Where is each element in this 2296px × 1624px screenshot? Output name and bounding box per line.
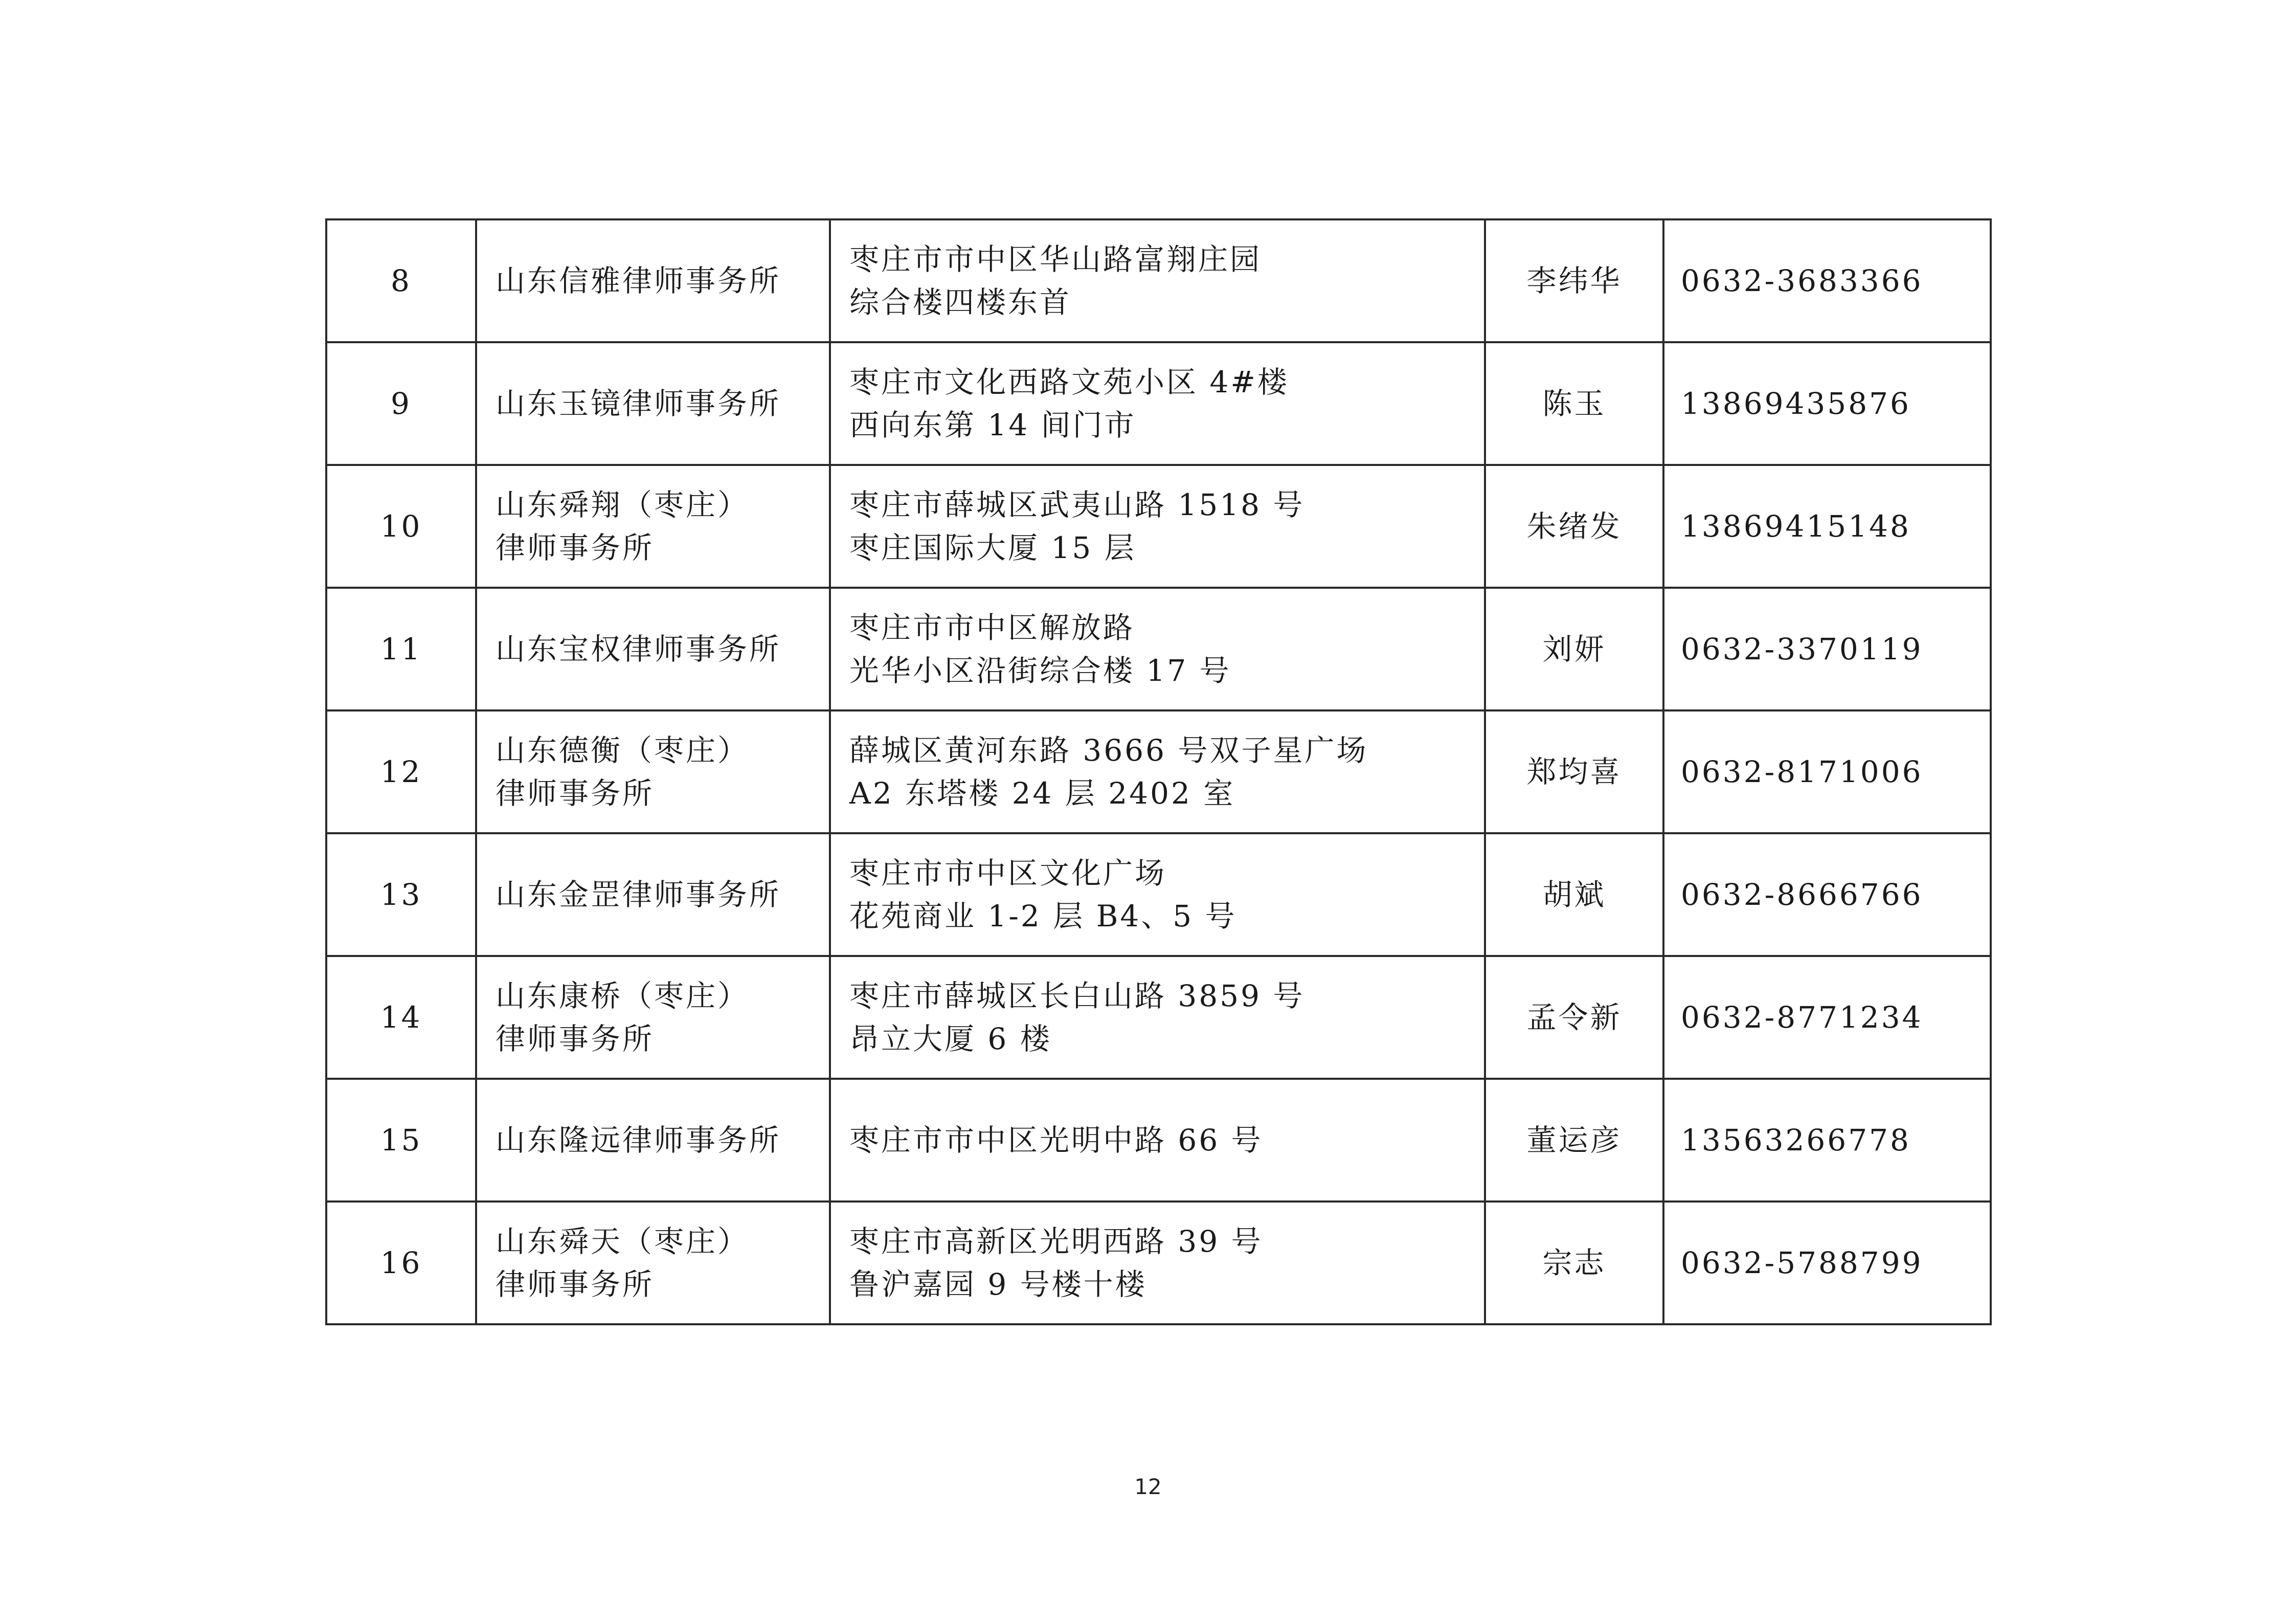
address-line: 光华小区沿街综合楼 17 号 xyxy=(849,653,1231,688)
firm-name-line: 律师事务所 xyxy=(496,1021,655,1056)
table-row xyxy=(326,588,1991,710)
table-row xyxy=(326,956,1991,1079)
contact-person-cell: 刘妍 xyxy=(1485,588,1663,710)
address-line: 枣庄市市中区解放路 xyxy=(849,610,1135,645)
law-firm-table-body xyxy=(326,219,1991,1324)
contact-person-cell: 陈玉 xyxy=(1485,342,1663,465)
firm-name-line: 律师事务所 xyxy=(496,530,655,565)
firm-name-cell xyxy=(476,588,830,710)
firm-name-cell xyxy=(476,465,830,588)
phone-cell: 0632-8666766 xyxy=(1663,833,1991,956)
row-number-cell: 12 xyxy=(326,710,476,833)
address-line: 枣庄市文化西路文苑小区 4#楼 xyxy=(849,365,1289,399)
address-line: 综合楼四楼东首 xyxy=(849,285,1072,320)
firm-name-cell xyxy=(476,342,830,465)
address-line: 西向东第 14 间门市 xyxy=(849,408,1136,442)
row-number-cell: 9 xyxy=(326,342,476,465)
firm-name-line: 山东隆远律师事务所 xyxy=(496,1123,781,1158)
contact-person-cell: 郑均喜 xyxy=(1485,710,1663,833)
address-cell xyxy=(830,1079,1485,1202)
row-number-cell: 10 xyxy=(326,465,476,588)
address-cell xyxy=(830,342,1485,465)
address-cell xyxy=(830,588,1485,710)
firm-name-cell xyxy=(476,833,830,956)
firm-name-line: 山东德衡（枣庄） xyxy=(496,733,750,768)
phone-cell: 13869415148 xyxy=(1663,465,1991,588)
phone-cell: 0632-8771234 xyxy=(1663,956,1991,1079)
row-number-cell: 15 xyxy=(326,1079,476,1202)
address-line: 薛城区黄河东路 3666 号双子星广场 xyxy=(849,733,1368,768)
address-line: 昂立大厦 6 楼 xyxy=(849,1021,1052,1056)
firm-name-line: 山东康桥（枣庄） xyxy=(496,978,750,1013)
phone-cell: 0632-3683366 xyxy=(1663,219,1991,342)
firm-name-cell xyxy=(476,219,830,342)
contact-person-cell: 孟令新 xyxy=(1485,956,1663,1079)
address-cell xyxy=(830,465,1485,588)
address-line: 枣庄市薛城区长白山路 3859 号 xyxy=(849,978,1305,1013)
address-line: 鲁沪嘉园 9 号楼十楼 xyxy=(849,1267,1147,1302)
address-line: 枣庄市市中区华山路富翔庄园 xyxy=(849,242,1262,277)
phone-cell: 13869435876 xyxy=(1663,342,1991,465)
firm-name-line: 山东宝权律师事务所 xyxy=(496,632,781,666)
address-line: 花苑商业 1-2 层 B4、5 号 xyxy=(849,899,1237,933)
address-line: 枣庄国际大厦 15 层 xyxy=(849,530,1136,565)
address-cell xyxy=(830,833,1485,956)
address-line: A2 东塔楼 24 层 2402 室 xyxy=(849,776,1235,811)
row-number-cell: 14 xyxy=(326,956,476,1079)
table-row xyxy=(326,1202,1991,1324)
table-row xyxy=(326,833,1991,956)
address-cell xyxy=(830,956,1485,1079)
table-row xyxy=(326,219,1991,342)
row-number-cell: 8 xyxy=(326,219,476,342)
firm-name-line: 山东金罡律师事务所 xyxy=(496,877,781,912)
address-cell xyxy=(830,1202,1485,1324)
phone-cell: 0632-5788799 xyxy=(1663,1202,1991,1324)
firm-name-cell xyxy=(476,1202,830,1324)
address-cell xyxy=(830,710,1485,833)
address-line: 枣庄市市中区光明中路 66 号 xyxy=(849,1123,1263,1158)
firm-name-line: 律师事务所 xyxy=(496,1267,655,1302)
firm-name-cell xyxy=(476,956,830,1079)
contact-person-cell: 宗志 xyxy=(1485,1202,1663,1324)
phone-cell: 0632-8171006 xyxy=(1663,710,1991,833)
page-number: 12 xyxy=(1134,1474,1162,1499)
firm-name-line: 山东舜天（枣庄） xyxy=(496,1224,750,1259)
address-line: 枣庄市薛城区武夷山路 1518 号 xyxy=(849,487,1305,522)
firm-name-cell xyxy=(476,1079,830,1202)
firm-name-line: 山东信雅律师事务所 xyxy=(496,263,781,298)
firm-name-line: 律师事务所 xyxy=(496,776,655,811)
address-line: 枣庄市市中区文化广场 xyxy=(849,856,1167,891)
contact-person-cell: 胡斌 xyxy=(1485,833,1663,956)
table-row xyxy=(326,710,1991,833)
firm-name-line: 山东玉镜律师事务所 xyxy=(496,386,781,421)
row-number-cell: 16 xyxy=(326,1202,476,1324)
table-row xyxy=(326,1079,1991,1202)
address-line: 枣庄市高新区光明西路 39 号 xyxy=(849,1224,1263,1259)
firm-name-cell xyxy=(476,710,830,833)
contact-person-cell: 朱绪发 xyxy=(1485,465,1663,588)
contact-person-cell: 李纬华 xyxy=(1485,219,1663,342)
phone-cell: 13563266778 xyxy=(1663,1079,1991,1202)
table-row xyxy=(326,465,1991,588)
row-number-cell: 11 xyxy=(326,588,476,710)
phone-cell: 0632-3370119 xyxy=(1663,588,1991,710)
address-cell xyxy=(830,219,1485,342)
contact-person-cell: 董运彦 xyxy=(1485,1079,1663,1202)
firm-name-line: 山东舜翔（枣庄） xyxy=(496,487,750,522)
table-row xyxy=(326,342,1991,465)
row-number-cell: 13 xyxy=(326,833,476,956)
law-firm-table xyxy=(325,218,1992,1325)
